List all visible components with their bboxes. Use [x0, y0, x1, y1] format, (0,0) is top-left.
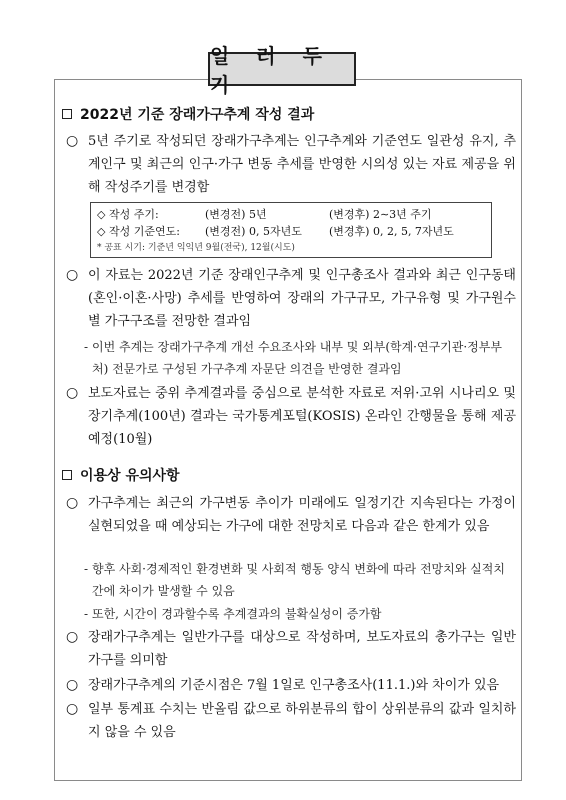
section-heading-text: 2022년 기준 장래가구추계 작성 결과 [80, 107, 315, 123]
sub-item-text: 이번 추계는 장래가구추계 개선 수요조사와 내부 및 외부(학계·연구기관·정부부처) 전문가로 구성된 가구추계 자문단 의견을 반영한 결과임 [92, 340, 502, 376]
dash-marker: - [84, 340, 89, 354]
item-text: 장래가구추계는 일반가구를 대상으로 작성하며, 보도자료의 총가구는 일반가구를 의미함 [88, 630, 516, 668]
info-row-base-year [97, 222, 491, 239]
info-label: ◇ 작성 기준연도: [97, 224, 180, 238]
list-item [66, 130, 516, 199]
info-before: (변경전) 5년 [205, 207, 267, 221]
list-item [66, 626, 516, 672]
schedule-info-box [90, 202, 492, 258]
list-item [66, 264, 516, 333]
circle-bullet-icon: ○ [66, 495, 79, 511]
dash-marker: - [84, 562, 89, 576]
sub-list-item [84, 558, 514, 602]
info-after: (변경후) 2∼3년 주기 [329, 207, 432, 221]
square-bullet-icon [62, 470, 72, 480]
section-heading-results [62, 104, 314, 124]
section-heading-notes [62, 465, 180, 485]
dash-marker: - [84, 607, 89, 621]
item-text: 가구추계는 최근의 가구변동 추이가 미래에도 일정기간 지속된다는 가정이 실현되었을 때 예상되는 가구에 대한 전망치로 다음과 같은 한계가 있음 [88, 496, 516, 534]
circle-bullet-icon: ○ [66, 385, 79, 401]
list-item [66, 674, 516, 697]
sub-list-item [84, 603, 514, 625]
item-text: 장래가구추계의 기준시점은 7월 1일로 인구총조사(11.1.)와 차이가 있음 [88, 678, 500, 693]
item-text: 일부 통계표 수치는 반올림 값으로 하위분류의 합이 상위분류의 값과 일치하지 않을 수 있음 [88, 702, 516, 740]
sub-item-text: 향후 사회·경제적인 환경변화 및 사회적 행동 양식 변화에 따라 전망치와 실적치 간에 차이가 발생할 수 있음 [92, 562, 505, 598]
circle-bullet-icon: ○ [66, 677, 79, 693]
circle-bullet-icon: ○ [66, 701, 79, 717]
item-text: 보도자료는 중위 추계결과를 중심으로 분석한 자료로 저위·고위 시나리오 및 장기추계(100년) 결과는 국가통계포털(KOSIS) 온라인 간행물을 통해 제공 예정(10월) [88, 386, 516, 447]
info-after: (변경후) 0, 2, 5, 7자년도 [329, 224, 454, 238]
sub-item-text: 또한, 시간이 경과할수록 추계결과의 불확실성이 증가함 [92, 607, 382, 621]
list-item [66, 492, 516, 538]
info-row-cycle [97, 205, 491, 222]
sub-list-item [84, 336, 514, 380]
section-heading-text: 이용상 유의사항 [80, 468, 180, 484]
list-item [66, 382, 516, 451]
circle-bullet-icon: ○ [66, 267, 79, 283]
square-bullet-icon [62, 109, 72, 119]
info-note: * 공표 시기: 기준년 익익년 9월(전국), 12월(시도) [97, 243, 295, 253]
info-label: ◇ 작성 주기: [97, 207, 159, 221]
item-text: 이 자료는 2022년 기준 장래인구추계 및 인구총조사 결과와 최근 인구동태(혼인·이혼·사망) 추세를 반영하여 장래의 가구규모, 가구유형 및 가구원수별 가구구조를 전망한 결과임 [88, 268, 516, 329]
page-title: 일 러 두 기 [208, 52, 356, 86]
item-text: 5년 주기로 작성되던 장래가구추계는 인구추계와 기준연도 일관성 유지, 추계인구 및 최근의 인구·가구 변동 추세를 반영한 시의성 있는 자료 제공을 위해 작성주기를 변경함 [88, 134, 516, 195]
circle-bullet-icon: ○ [66, 629, 79, 645]
circle-bullet-icon: ○ [66, 133, 79, 149]
info-before: (변경전) 0, 5자년도 [205, 224, 302, 238]
list-item [66, 698, 516, 744]
